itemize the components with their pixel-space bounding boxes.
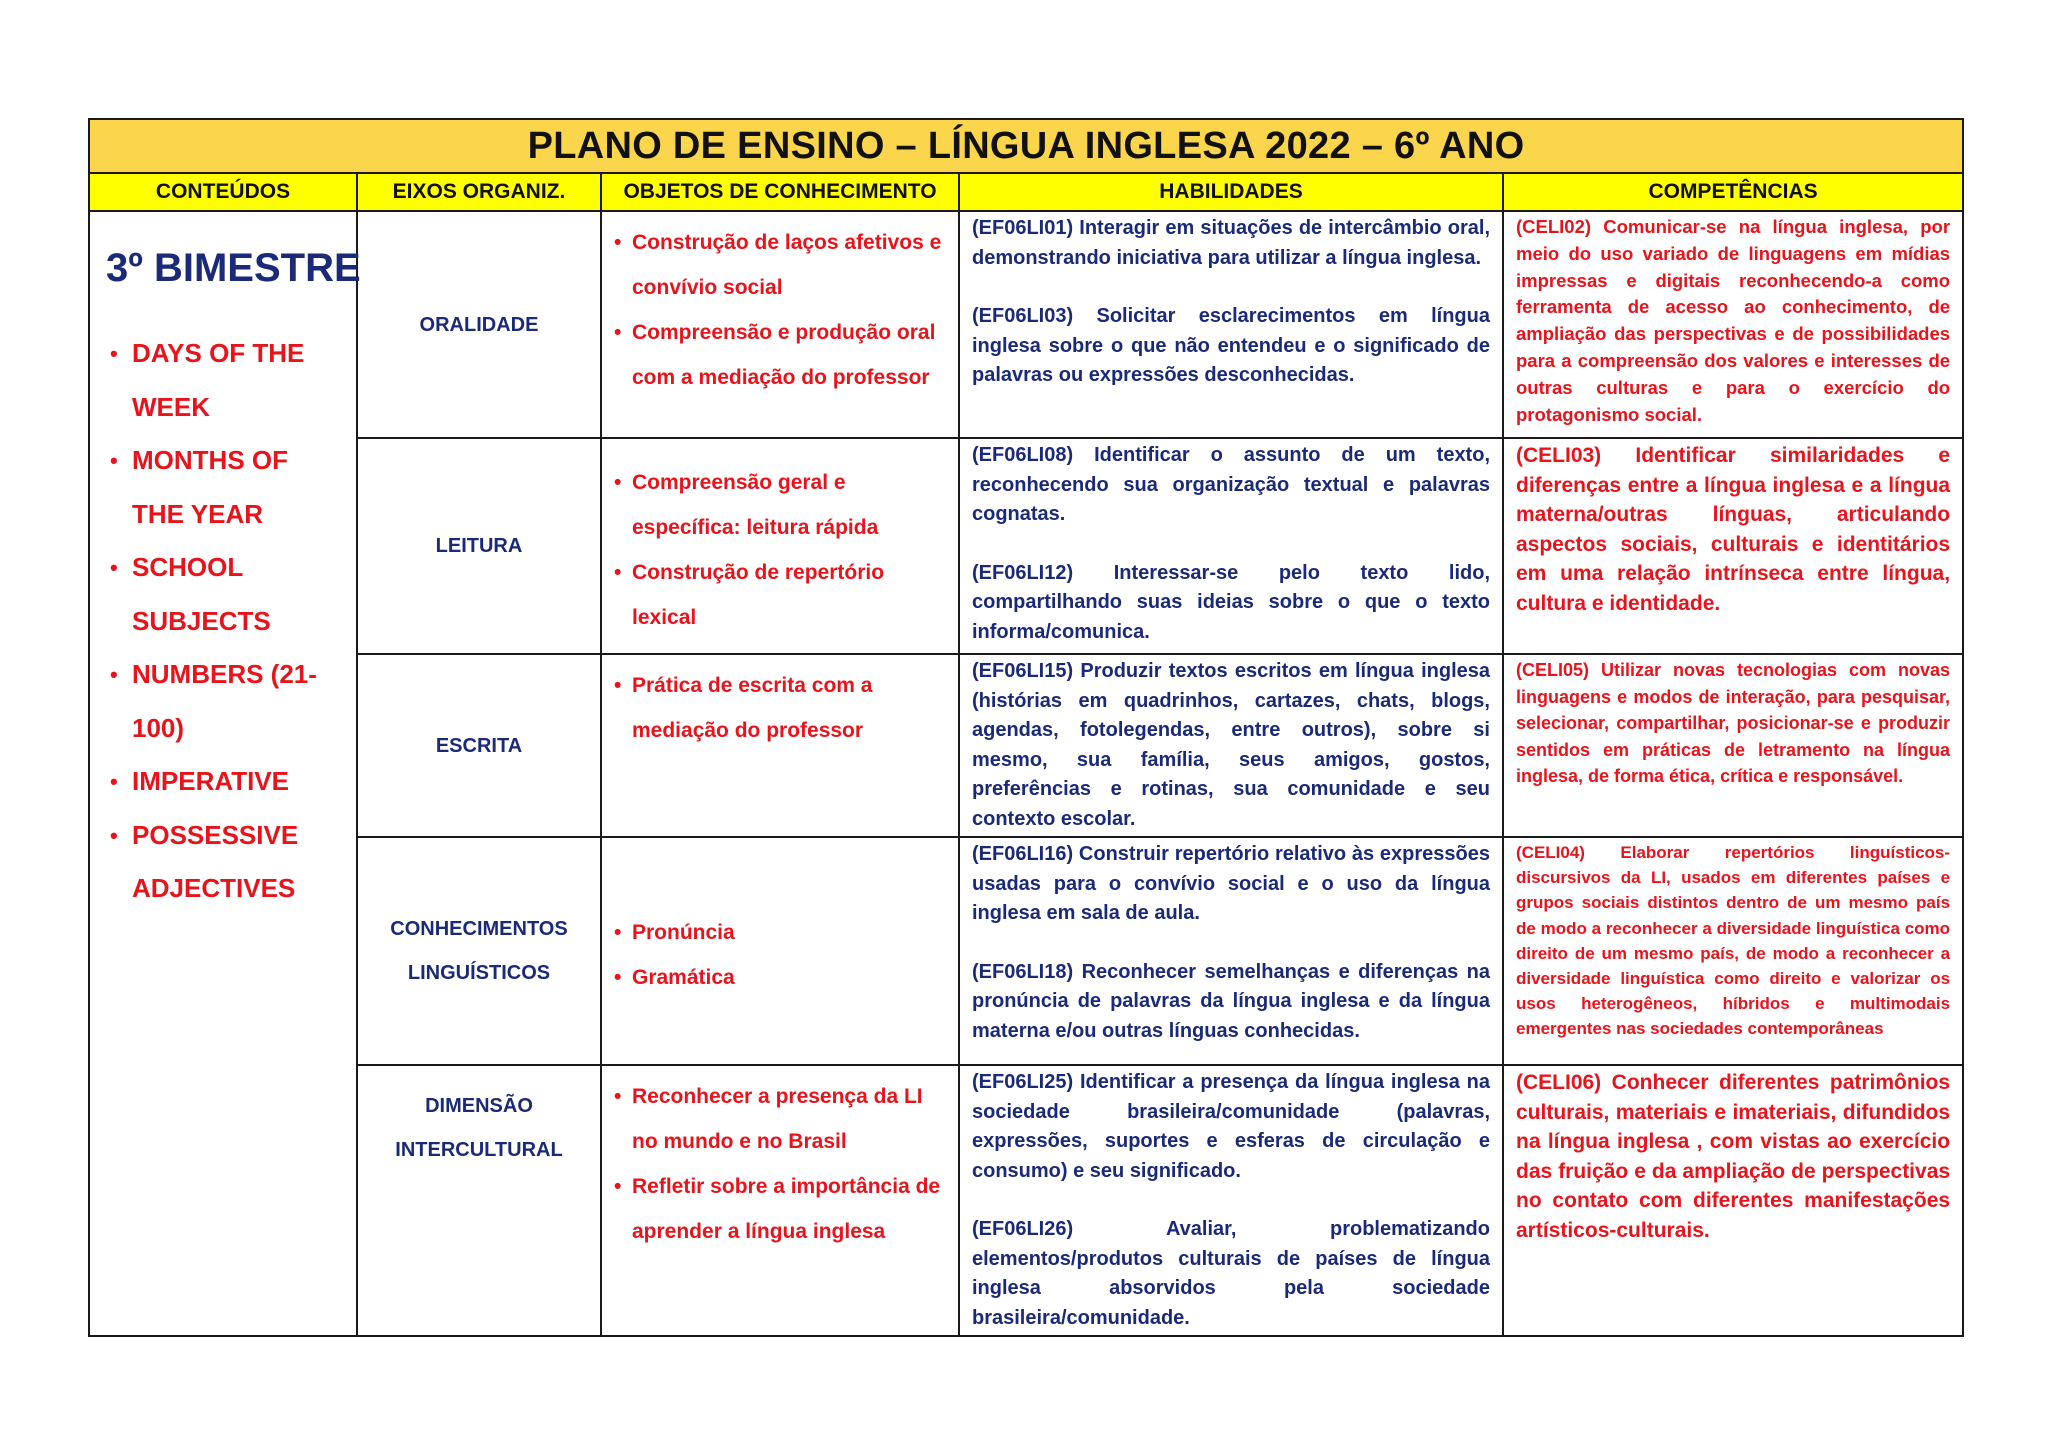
list-item: • Compreensão e produção oral com a mediação do professor <box>614 310 950 400</box>
list-item: • Compreensão geral e específica: leitura rápida <box>614 460 950 550</box>
eixo-leitura: LEITURA <box>357 438 601 654</box>
list-item: • Construção de repertório lexical <box>614 550 950 640</box>
objetos-cell <box>601 438 959 654</box>
habilidade-text: (EF06LI01) Interagir em situações de intercâmbio oral, demonstrando iniciativa para utilizar a língua inglesa. <box>972 217 1490 269</box>
habilidades-cell <box>959 1065 1503 1336</box>
objetos-cell <box>601 211 959 438</box>
habilidades-cell <box>959 837 1503 1065</box>
competencia-text: (CELI04) Elaborar repertórios linguísticos-discursivos da LI, usados em diferentes países e grupos sociais distintos dentro de um mesmo país de modo a reconhecer a diversidade linguística como direito de um mesmo país, de modo a reconhecer a diversidade linguística como direito e valorizar os usos heterogêneos, híbridos e multimodais emergentes nas sociedades contemporâneas <box>1503 837 1963 1065</box>
habilidades-cell <box>959 654 1503 837</box>
eixo-intercultural: DIMENSÃO INTERCULTURAL <box>357 1065 601 1336</box>
objetos-cell <box>601 837 959 1065</box>
habilidade-text: (EF06LI08) Identificar o assunto de um texto, reconhecendo sua organização textual e palavras cognatas. <box>972 444 1490 525</box>
list-item: • Reconhecer a presença da LI no mundo e no Brasil <box>614 1074 950 1164</box>
habilidades-cell <box>959 211 1503 438</box>
page-title: PLANO DE ENSINO – LÍNGUA INGLESA 2022 – 6º ANO <box>89 119 1963 173</box>
topics-list <box>102 327 344 916</box>
bimestre-heading: 3º BIMESTRE <box>106 246 361 290</box>
header-objetos: OBJETOS DE CONHECIMENTO <box>601 173 959 211</box>
eixo-oralidade: ORALIDADE <box>357 211 601 438</box>
objetos-cell <box>601 654 959 837</box>
competencia-text: (CELI05) Utilizar novas tecnologias com novas linguagens e modos de interação, para pesquisar, selecionar, compartilhar, posicionar-se e produzir sentidos em práticas de letramento na língua inglesa, de forma ética, crítica e responsável. <box>1503 654 1963 837</box>
habilidade-text: (EF06LI12) Interessar-se pelo texto lido, compartilhando suas ideias sobre o que o texto informa/comunica. <box>972 561 1490 643</box>
header-habilidades: HABILIDADES <box>959 173 1503 211</box>
list-item: • Construção de laços afetivos e convívio social <box>614 220 950 310</box>
list-item: • Gramática <box>614 955 950 1000</box>
header-conteudos: CONTEÚDOS <box>89 173 357 211</box>
list-item: • POSSESSIVE ADJECTIVES <box>102 809 344 916</box>
list-item: • Pronúncia <box>614 910 950 955</box>
eixo-escrita: ESCRITA <box>357 654 601 837</box>
list-item: • SCHOOL SUBJECTS <box>102 541 344 648</box>
list-item: • Prática de escrita com a mediação do professor <box>614 663 950 753</box>
habilidade-text: (EF06LI26) Avaliar, problematizando elementos/produtos culturais de países de língua inglesa absorvidos pela sociedade brasileira/comunidade. <box>972 1218 1490 1329</box>
habilidade-text: (EF06LI15) Produzir textos escritos em língua inglesa (histórias em quadrinhos, cartazes, chats, blogs, agendas, fotolegendas, entre outros), sobre si mesmo, sua família, seus amigos, gostos, preferências e rotinas, sua comunidade e seu contexto escolar. <box>972 660 1490 830</box>
habilidade-text: (EF06LI18) Reconhecer semelhanças e diferenças na pronúncia de palavras da língua inglesa e da língua materna e/ou outras línguas conhecidas. <box>972 960 1490 1042</box>
habilidade-text: (EF06LI03) Solicitar esclarecimentos em língua inglesa sobre o que não entendeu e o significado de palavras ou expressões desconhecidas. <box>972 305 1490 386</box>
header-eixos: EIXOS ORGANIZ. <box>357 173 601 211</box>
list-item: • NUMBERS (21-100) <box>102 648 344 755</box>
competencia-text: (CELI02) Comunicar-se na língua inglesa, por meio do uso variado de linguagens em mídias impressas e digitais reconhecendo-a como ferramenta de acesso ao conhecimento, de ampliação das perspectivas e de possibilidades para a compreensão dos valores e interesses de outras culturas e para o exercício do protagonismo social. <box>1503 211 1963 438</box>
habilidade-text: (EF06LI25) Identificar a presença da língua inglesa na sociedade brasileira/comunidade (palavras, expressões, suportes e esferas de circulação e consumo) e seu significado. <box>972 1071 1490 1182</box>
eixo-conhecimentos: CONHECIMENTOS LINGUÍSTICOS <box>357 837 601 1065</box>
competencia-text: (CELI03) Identificar similaridades e diferenças entre a língua inglesa e a língua materna/outras línguas, articulando aspectos sociais, culturais e identitários em uma relação intrínseca entre língua, cultura e identidade. <box>1503 438 1963 654</box>
teaching-plan-table <box>88 118 1964 1337</box>
list-item: • Refletir sobre a importância de aprender a língua inglesa <box>614 1164 950 1254</box>
conteudos-cell <box>89 211 361 1336</box>
habilidade-text: (EF06LI16) Construir repertório relativo às expressões usadas para o convívio social e o uso da língua inglesa em sala de aula. <box>972 843 1490 924</box>
list-item: • DAYS OF THE WEEK <box>102 327 344 434</box>
objetos-cell <box>601 1065 959 1336</box>
habilidades-cell <box>959 438 1503 654</box>
list-item: • MONTHS OF THE YEAR <box>102 434 344 541</box>
header-competencias: COMPETÊNCIAS <box>1503 173 1963 211</box>
competencia-text: (CELI06) Conhecer diferentes patrimônios culturais, materiais e imateriais, difundidos na língua inglesa , com vistas ao exercício das fruição e da ampliação de perspectivas no contato com diferentes manifestações artísticos-culturais. <box>1503 1065 1963 1336</box>
list-item: • IMPERATIVE <box>102 755 344 809</box>
